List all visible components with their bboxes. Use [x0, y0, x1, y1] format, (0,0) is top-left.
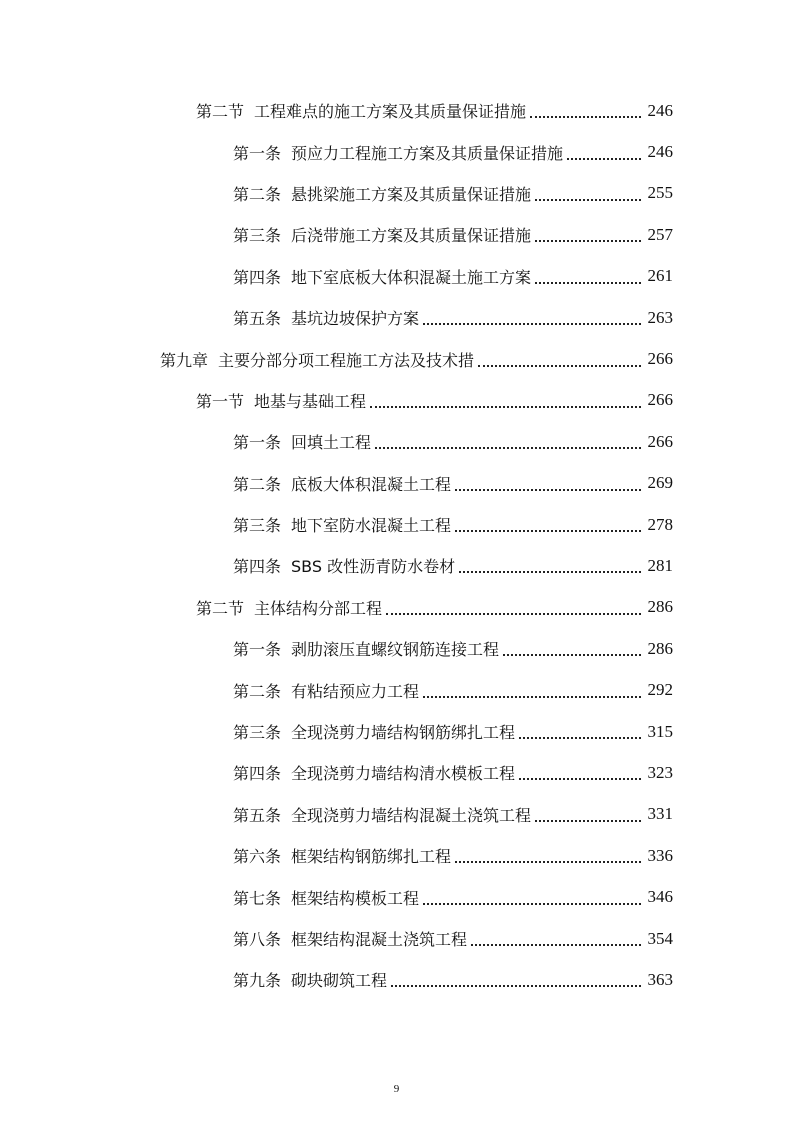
- toc-entry[interactable]: [0, 876, 793, 917]
- toc-entry-label: 第三条: [233, 226, 282, 246]
- toc-entry[interactable]: [0, 504, 793, 545]
- toc-entry-title: SBS 改性沥青防水卷材: [291, 557, 456, 577]
- dot-leader: [459, 570, 641, 573]
- toc-entry-label: 第三条: [233, 516, 282, 536]
- toc-entry[interactable]: [0, 297, 793, 338]
- dot-leader: [535, 281, 641, 284]
- toc-entry[interactable]: [0, 711, 793, 752]
- toc-entry-page: 315: [647, 721, 673, 741]
- toc-entry-page: 246: [647, 100, 673, 120]
- toc-entry-title: 框架结构混凝土浇筑工程: [291, 930, 468, 949]
- toc-entry-title: 地下室防水混凝土工程: [291, 516, 452, 536]
- toc-entry-page: 346: [647, 887, 673, 907]
- toc-entry-page: 323: [647, 762, 673, 782]
- toc-entry-label: 第一条: [233, 143, 282, 163]
- toc-entry-title: 底板大体积混凝土工程: [291, 474, 452, 494]
- toc-entry-label: 第二节: [196, 102, 245, 122]
- toc-entry-page: 263: [647, 307, 673, 327]
- toc-entry[interactable]: [0, 380, 793, 421]
- toc-entry-label: 第二条: [233, 184, 282, 204]
- dot-leader: [370, 405, 641, 408]
- toc-entry[interactable]: [0, 959, 793, 1000]
- page-number: 9: [393, 1083, 400, 1095]
- toc-entry-label: 第三条: [233, 723, 282, 743]
- dot-leader: [519, 736, 641, 739]
- toc-entry-title: 全现浇剪力墙结构清水模板工程: [291, 764, 516, 784]
- toc-entry-page: 331: [647, 804, 673, 824]
- toc-entry-label: 第二条: [233, 681, 282, 701]
- dot-leader: [386, 612, 641, 615]
- toc-entry-label: 第六条: [233, 847, 282, 867]
- dot-leader: [535, 198, 641, 201]
- toc-entry-label: 第一条: [233, 433, 282, 453]
- toc-entry[interactable]: [0, 338, 793, 379]
- toc-entry[interactable]: [0, 256, 793, 297]
- dot-leader: [471, 943, 641, 946]
- toc-entry-label: 第二节: [196, 598, 245, 618]
- toc-entry-page: 269: [647, 473, 673, 493]
- toc-entry[interactable]: [0, 794, 793, 835]
- toc-entry-page: 363: [647, 969, 673, 989]
- toc-entry-page: 257: [647, 224, 673, 244]
- dot-leader: [455, 529, 641, 532]
- toc-entry[interactable]: [0, 835, 793, 876]
- toc-entry-title: 预应力工程施工方案及其质量保证措施: [291, 143, 564, 163]
- table-of-contents: [0, 90, 793, 1001]
- toc-entry-page: 286: [647, 638, 673, 658]
- toc-entry-page: 246: [647, 142, 673, 162]
- dot-leader: [535, 239, 641, 242]
- toc-entry-label: 第四条: [233, 764, 282, 784]
- toc-entry-title: 全现浇剪力墙结构钢筋绑扎工程: [291, 723, 516, 743]
- dot-leader: [423, 695, 641, 698]
- dot-leader: [455, 860, 641, 863]
- toc-entry-title: 砌块砌筑工程: [291, 971, 388, 991]
- toc-entry-page: 281: [647, 555, 673, 575]
- toc-entry-title: 主体结构分部工程: [254, 598, 383, 618]
- toc-entry[interactable]: [0, 421, 793, 462]
- dot-leader: [530, 115, 641, 118]
- dot-leader: [375, 446, 641, 449]
- toc-entry[interactable]: [0, 131, 793, 172]
- toc-entry[interactable]: [0, 463, 793, 504]
- toc-entry[interactable]: [0, 669, 793, 710]
- toc-entry-label: 第二条: [233, 474, 282, 494]
- toc-entry-title: 后浇带施工方案及其质量保证措施: [291, 226, 532, 246]
- dot-leader: [503, 653, 641, 656]
- toc-entry[interactable]: [0, 214, 793, 255]
- toc-entry-label: 第九章: [160, 350, 209, 370]
- toc-entry-page: 266: [647, 390, 673, 410]
- dot-leader: [423, 322, 641, 325]
- toc-entry[interactable]: [0, 752, 793, 793]
- toc-entry-title: 悬挑梁施工方案及其质量保证措施: [291, 184, 532, 204]
- dot-leader: [391, 984, 641, 987]
- dot-leader: [567, 157, 641, 160]
- toc-entry-page: 278: [647, 514, 673, 534]
- toc-entry-label: 第七条: [233, 888, 282, 908]
- toc-entry-page: 354: [647, 928, 673, 948]
- toc-entry-label: 第五条: [233, 805, 282, 825]
- dot-leader: [478, 364, 641, 367]
- toc-entry-title: 框架结构钢筋绑扎工程: [291, 847, 452, 867]
- toc-entry-label: 第一条: [233, 640, 282, 660]
- toc-entry[interactable]: [0, 587, 793, 628]
- toc-entry-page: 261: [647, 266, 673, 286]
- toc-entry-title: 主要分部分项工程施工方法及技术措: [218, 350, 475, 370]
- toc-entry-title: 回填土工程: [291, 433, 372, 453]
- toc-entry[interactable]: [0, 545, 793, 586]
- toc-entry[interactable]: [0, 173, 793, 214]
- toc-entry-title: 框架结构模板工程: [291, 888, 420, 908]
- toc-entry-page: 292: [647, 680, 673, 700]
- toc-entry-page: 286: [647, 597, 673, 617]
- toc-entry-title: 基坑边坡保护方案: [291, 309, 420, 329]
- toc-entry-title: 有粘结预应力工程: [291, 681, 420, 701]
- toc-entry-label: 第四条: [233, 267, 282, 287]
- toc-entry-page: 255: [647, 183, 673, 203]
- toc-entry-page: 266: [647, 431, 673, 451]
- dot-leader: [519, 777, 641, 780]
- dot-leader: [423, 902, 641, 905]
- toc-entry-title: 地基与基础工程: [254, 391, 367, 411]
- toc-entry-title: 剥肋滚压直螺纹钢筋连接工程: [291, 640, 500, 660]
- toc-entry[interactable]: [0, 918, 793, 959]
- toc-entry-title: 工程难点的施工方案及其质量保证措施: [254, 102, 527, 122]
- dot-leader: [535, 819, 641, 822]
- toc-entry-label: 第一节: [196, 391, 245, 411]
- toc-entry[interactable]: [0, 628, 793, 669]
- toc-entry-title: 地下室底板大体积混凝土施工方案: [291, 267, 532, 287]
- toc-entry[interactable]: [0, 90, 793, 131]
- toc-entry-page: 336: [647, 845, 673, 865]
- toc-entry-label: 第九条: [233, 971, 282, 991]
- toc-entry-page: 266: [647, 349, 673, 369]
- toc-entry-title: 全现浇剪力墙结构混凝土浇筑工程: [291, 805, 532, 825]
- toc-entry-label: 第四条: [233, 557, 282, 577]
- toc-entry-label: 第五条: [233, 309, 282, 329]
- dot-leader: [455, 488, 641, 491]
- toc-entry-label: 第八条: [233, 930, 282, 949]
